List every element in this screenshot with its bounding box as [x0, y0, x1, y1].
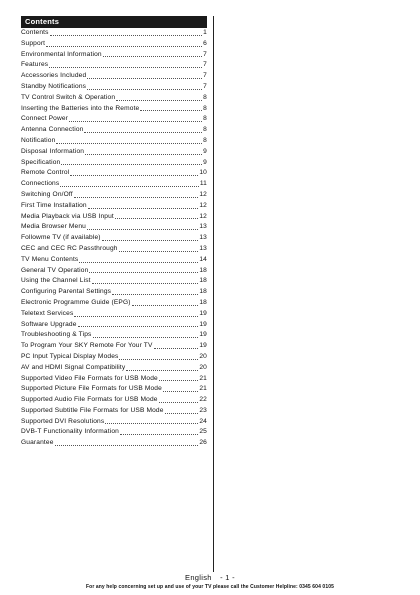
toc-entry-page: 7 — [203, 61, 207, 69]
toc-entry-page: 1 — [203, 29, 207, 36]
toc-entry-title: Accessories Included — [21, 72, 87, 80]
toc-entry[interactable] — [21, 233, 207, 244]
toc-entry[interactable] — [21, 427, 207, 438]
toc-entry-title: Standby Notifications — [21, 82, 87, 90]
toc-entry[interactable] — [21, 374, 207, 385]
toc-entry[interactable] — [21, 406, 207, 417]
toc-entry[interactable] — [21, 330, 207, 341]
toc-entry-page: 25 — [199, 428, 207, 436]
toc-dot-leader — [56, 143, 202, 144]
toc-dot-leader — [87, 89, 202, 90]
toc-entry[interactable] — [21, 71, 207, 82]
toc-dot-leader — [165, 413, 199, 414]
toc-entry-title: First Time Installation — [21, 201, 87, 209]
toc-entry-page: 23 — [199, 406, 207, 414]
toc-dot-leader — [50, 35, 203, 36]
toc-dot-leader — [69, 121, 202, 122]
column-divider — [213, 16, 214, 572]
toc-entry-page: 19 — [199, 331, 207, 339]
toc-entry-page: 20 — [199, 363, 207, 371]
toc-entry[interactable] — [21, 341, 207, 352]
toc-dot-leader — [115, 218, 198, 219]
footer-language: English — [185, 573, 212, 582]
toc-dot-leader — [119, 251, 199, 252]
toc-entry-title: PC Input Typical Display Modes — [21, 352, 119, 360]
toc-entry-page: 7 — [203, 50, 207, 58]
toc-entry[interactable] — [21, 190, 207, 201]
toc-entry-page: 19 — [199, 309, 207, 317]
toc-entry-title: Configuring Parental Settings — [21, 288, 112, 296]
toc-entry[interactable] — [21, 39, 207, 50]
toc-entry[interactable] — [21, 352, 207, 363]
toc-entry-page: 12 — [199, 212, 207, 220]
toc-entry-page: 8 — [203, 93, 207, 101]
toc-dot-leader — [78, 326, 199, 327]
toc-dot-leader — [84, 132, 202, 133]
toc-entry-title: Specification — [21, 158, 61, 166]
toc-entry[interactable] — [21, 266, 207, 277]
toc-entry[interactable] — [21, 222, 207, 233]
toc-entry[interactable] — [21, 168, 207, 179]
toc-entry[interactable] — [21, 82, 207, 93]
toc-dot-leader — [74, 316, 198, 317]
toc-dot-leader — [103, 56, 202, 57]
toc-entry-title: Guarantee — [21, 439, 54, 447]
toc-entry[interactable] — [21, 201, 207, 212]
toc-entry-page: 10 — [199, 169, 207, 177]
toc-entry-title: To Program Your SKY Remote For Your TV — [21, 342, 153, 350]
toc-entry[interactable] — [21, 136, 207, 147]
toc-dot-leader — [140, 110, 202, 111]
toc-dot-leader — [74, 197, 199, 198]
toc-entry-title: AV and HDMI Signal Compatibility — [21, 363, 126, 371]
toc-entry-page: 9 — [203, 147, 207, 155]
toc-entry-page: 13 — [199, 223, 207, 231]
toc-entry-page: 11 — [199, 180, 207, 188]
toc-entry-page: 8 — [203, 136, 207, 144]
toc-entry-title: Electronic Programme Guide (EPG) — [21, 298, 131, 306]
toc-entry[interactable] — [21, 147, 207, 158]
toc-dot-leader — [60, 186, 199, 187]
toc-dot-leader — [154, 348, 199, 349]
toc-entry-page: 12 — [199, 190, 207, 198]
toc-entry[interactable] — [21, 384, 207, 395]
toc-entry-page: 21 — [199, 385, 207, 393]
toc-entry-title: General TV Operation — [21, 266, 89, 274]
toc-entry-title: Contents — [21, 29, 49, 36]
customer-helpline: For any help concerning set up and use of your TV please call the Customer Helpline: 0345 604 0105 — [86, 584, 334, 590]
toc-entry-title: Switching On/Off — [21, 190, 73, 198]
toc-entry-title: Connect Power — [21, 115, 69, 123]
toc-entry-title: Notification — [21, 136, 56, 144]
toc-entry[interactable] — [21, 287, 207, 298]
toc-entry-title: CEC and CEC RC Passthrough — [21, 244, 118, 252]
toc-entry-page: 18 — [199, 277, 207, 285]
toc-dot-leader — [102, 240, 199, 241]
toc-entry[interactable] — [21, 320, 207, 331]
toc-entry-title: Remote Control — [21, 169, 70, 177]
toc-dot-leader — [120, 434, 198, 435]
toc-entry-page: 13 — [199, 244, 207, 252]
page-footer — [0, 573, 420, 582]
toc-entry[interactable] — [21, 104, 207, 115]
toc-entry-page: 9 — [203, 158, 207, 166]
toc-dot-leader — [70, 175, 198, 176]
toc-dot-leader — [79, 262, 198, 263]
toc-entry-title: Followme TV (if available) — [21, 234, 101, 242]
toc-dot-leader — [61, 164, 202, 165]
toc-entry-page: 6 — [203, 39, 207, 47]
toc-dot-leader — [159, 380, 198, 381]
toc-entry-title: Media Playback via USB Input — [21, 212, 114, 220]
toc-entry[interactable] — [21, 298, 207, 309]
toc-entry-title: Environmental Information — [21, 50, 102, 58]
toc-dot-leader — [159, 402, 199, 403]
toc-entry-page: 19 — [199, 320, 207, 328]
toc-entry-page: 18 — [199, 288, 207, 296]
toc-entry-title: Support — [21, 39, 46, 47]
toc-entry-page: 20 — [199, 352, 207, 360]
toc-entry-title: TV Control Switch & Operation — [21, 93, 116, 101]
toc-entry[interactable] — [21, 28, 207, 39]
toc-entry-title: Connections — [21, 180, 60, 188]
toc-entry-page: 19 — [199, 342, 207, 350]
toc-entry-page: 12 — [199, 201, 207, 209]
toc-entry-title: Disposal Information — [21, 147, 85, 155]
toc-entry-title: Supported Picture File Formats for USB Mode — [21, 385, 162, 393]
toc-entry[interactable] — [21, 179, 207, 190]
toc-entry-page: 14 — [199, 255, 207, 263]
toc-entry-title: Supported Subtitle File Formats for USB Mode — [21, 406, 164, 414]
toc-entry-page: 24 — [199, 417, 207, 425]
toc-entry[interactable] — [21, 212, 207, 223]
toc-entry-page: 18 — [199, 266, 207, 274]
toc-dot-leader — [92, 283, 199, 284]
toc-entry[interactable] — [21, 60, 207, 71]
toc-entry-page: 7 — [203, 72, 207, 80]
toc-entry[interactable] — [21, 244, 207, 255]
toc-entry-page: 21 — [199, 374, 207, 382]
toc-entry-title: DVB-T Functionality Information — [21, 428, 119, 436]
toc-dot-leader — [46, 46, 202, 47]
toc-dot-leader — [132, 305, 199, 306]
toc-dot-leader — [116, 100, 202, 101]
toc-list — [21, 28, 207, 449]
toc-entry-page: 8 — [203, 115, 207, 123]
toc-dot-leader — [87, 78, 202, 79]
toc-entry[interactable] — [21, 438, 207, 449]
toc-entry-title: Media Browser Menu — [21, 223, 86, 231]
toc-entry-title: Supported Video File Formats for USB Mode — [21, 374, 158, 382]
toc-entry-page: 26 — [199, 439, 207, 447]
toc-dot-leader — [105, 423, 198, 424]
toc-entry-title: Features — [21, 61, 49, 69]
toc-entry-page: 8 — [203, 126, 207, 134]
toc-entry[interactable] — [21, 50, 207, 61]
toc-dot-leader — [88, 208, 199, 209]
table-of-contents — [21, 16, 207, 449]
toc-dot-leader — [55, 445, 199, 446]
toc-entry-title: Software Upgrade — [21, 320, 77, 328]
toc-entry-title: Teletext Services — [21, 309, 74, 317]
toc-entry-title: Antenna Connection — [21, 126, 84, 134]
toc-entry-page: 13 — [199, 234, 207, 242]
toc-entry[interactable] — [21, 395, 207, 406]
toc-dot-leader — [85, 154, 202, 155]
toc-dot-leader — [126, 370, 198, 371]
toc-entry-page: 8 — [203, 104, 207, 112]
toc-entry-title: Supported DVI Resolutions — [21, 417, 105, 425]
toc-entry-page: 18 — [199, 298, 207, 306]
toc-entry[interactable] — [21, 158, 207, 169]
toc-dot-leader — [119, 359, 198, 360]
toc-entry[interactable] — [21, 255, 207, 266]
toc-entry-title: Inserting the Batteries into the Remote — [21, 104, 140, 112]
toc-dot-leader — [87, 229, 198, 230]
toc-entry-title: Supported Audio File Formats for USB Mode — [21, 396, 158, 404]
toc-dot-leader — [89, 272, 198, 273]
toc-entry-page: 7 — [203, 82, 207, 90]
toc-dot-leader — [93, 337, 199, 338]
toc-dot-leader — [163, 391, 198, 392]
toc-entry-page: 22 — [199, 396, 207, 404]
toc-dot-leader — [112, 294, 198, 295]
toc-entry[interactable] — [21, 93, 207, 104]
toc-header: Contents — [21, 16, 207, 28]
toc-entry[interactable] — [21, 276, 207, 287]
toc-entry-title: Using the Channel List — [21, 277, 91, 285]
toc-entry[interactable] — [21, 309, 207, 320]
toc-entry[interactable] — [21, 114, 207, 125]
toc-entry-title: TV Menu Contents — [21, 255, 79, 263]
toc-entry-title: Troubleshooting & Tips — [21, 331, 92, 339]
toc-entry[interactable] — [21, 417, 207, 428]
toc-entry[interactable] — [21, 125, 207, 136]
footer-page-number: - 1 - — [220, 573, 235, 582]
toc-entry[interactable] — [21, 363, 207, 374]
toc-dot-leader — [49, 67, 202, 68]
